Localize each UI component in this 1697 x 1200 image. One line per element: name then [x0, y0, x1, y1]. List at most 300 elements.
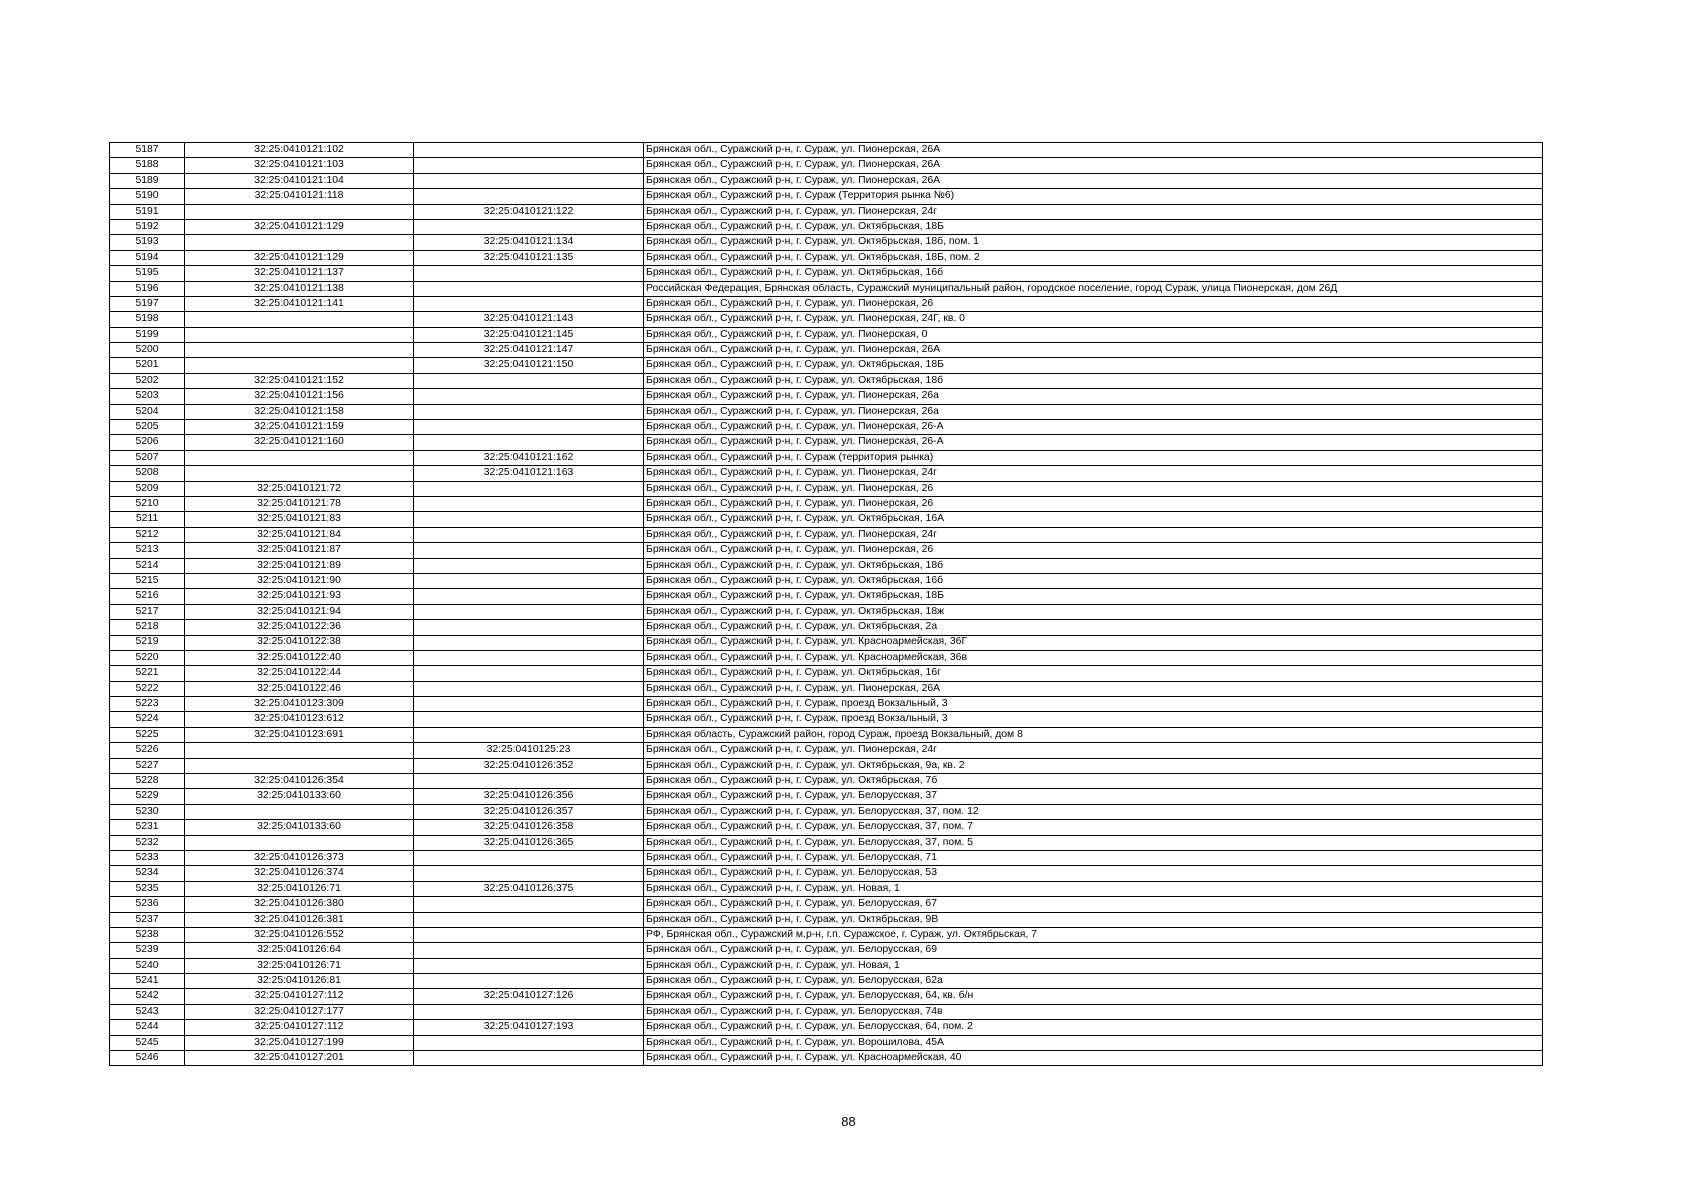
row-number-cell: 5210 — [110, 496, 185, 511]
row-number-cell: 5208 — [110, 466, 185, 481]
table-row — [110, 850, 1543, 865]
row-number-cell: 5204 — [110, 404, 185, 419]
address-cell: Брянская обл., Суражский р-н, г. Сураж, ул. Пионерская, 0 — [644, 327, 1543, 342]
table-row — [110, 496, 1543, 511]
object-cadastral-number-cell — [414, 850, 644, 865]
cadastral-number-cell — [185, 358, 414, 373]
table-row — [110, 989, 1543, 1004]
cadastral-number-cell: 32:25:0410121:72 — [185, 481, 414, 496]
row-number-cell: 5243 — [110, 1004, 185, 1019]
object-cadastral-number-cell — [414, 927, 644, 942]
row-number-cell: 5190 — [110, 189, 185, 204]
table-row — [110, 327, 1543, 342]
row-number-cell: 5235 — [110, 881, 185, 896]
row-number-cell: 5219 — [110, 635, 185, 650]
address-cell: Брянская обл., Суражский р-н, г. Сураж, ул. Октябрьская, 16б — [644, 573, 1543, 588]
object-cadastral-number-cell — [414, 389, 644, 404]
object-cadastral-number-cell — [414, 1035, 644, 1050]
object-cadastral-number-cell: 32:25:0410121:147 — [414, 343, 644, 358]
table-row — [110, 881, 1543, 896]
row-number-cell: 5215 — [110, 573, 185, 588]
row-number-cell: 5230 — [110, 804, 185, 819]
table-row — [110, 974, 1543, 989]
object-cadastral-number-cell — [414, 558, 644, 573]
row-number-cell: 5202 — [110, 373, 185, 388]
table-row — [110, 1004, 1543, 1019]
cadastral-number-cell: 32:25:0410121:141 — [185, 296, 414, 311]
address-cell: Брянская обл., Суражский р-н, г. Сураж, ул. Пионерская, 26 — [644, 296, 1543, 311]
address-cell: РФ, Брянская обл., Суражский м.р-н, г.п. Суражское, г. Сураж, ул. Октябрьская, 7 — [644, 927, 1543, 942]
object-cadastral-number-cell — [414, 573, 644, 588]
object-cadastral-number-cell — [414, 666, 644, 681]
address-cell: Брянская обл., Суражский р-н, г. Сураж, ул. Белорусская, 37, пом. 12 — [644, 804, 1543, 819]
object-cadastral-number-cell — [414, 620, 644, 635]
table-row — [110, 866, 1543, 881]
cadastral-number-cell: 32:25:0410121:138 — [185, 281, 414, 296]
table-row — [110, 173, 1543, 188]
cadastral-number-cell — [185, 327, 414, 342]
cadastral-number-cell: 32:25:0410126:381 — [185, 912, 414, 927]
cadastral-number-cell — [185, 835, 414, 850]
object-cadastral-number-cell — [414, 266, 644, 281]
address-cell: Брянская обл., Суражский р-н, г. Сураж, ул. Октябрьская, 18б — [644, 558, 1543, 573]
row-number-cell: 5193 — [110, 235, 185, 250]
cadastral-number-cell: 32:25:0410126:64 — [185, 943, 414, 958]
cadastral-number-cell: 32:25:0410122:44 — [185, 666, 414, 681]
row-number-cell: 5200 — [110, 343, 185, 358]
row-number-cell: 5211 — [110, 512, 185, 527]
table-row — [110, 589, 1543, 604]
address-cell: Брянская обл., Суражский р-н, г. Сураж, ул. Белорусская, 64, кв. б/н — [644, 989, 1543, 1004]
table-row — [110, 296, 1543, 311]
cadastral-number-cell: 32:25:0410121:78 — [185, 496, 414, 511]
object-cadastral-number-cell — [414, 974, 644, 989]
object-cadastral-number-cell — [414, 943, 644, 958]
address-cell: Брянская обл., Суражский р-н, г. Сураж, ул. Пионерская, 26А — [644, 143, 1543, 158]
row-number-cell: 5228 — [110, 774, 185, 789]
cadastral-number-cell: 32:25:0410121:83 — [185, 512, 414, 527]
row-number-cell: 5239 — [110, 943, 185, 958]
cadastral-number-cell: 32:25:0410126:354 — [185, 774, 414, 789]
row-number-cell: 5238 — [110, 927, 185, 942]
table-row — [110, 219, 1543, 234]
object-cadastral-number-cell — [414, 404, 644, 419]
table-row — [110, 835, 1543, 850]
address-cell: Брянская обл., Суражский р-н, г. Сураж, ул. Пионерская, 26-А — [644, 435, 1543, 450]
object-cadastral-number-cell — [414, 712, 644, 727]
object-cadastral-number-cell — [414, 219, 644, 234]
cadastral-number-cell: 32:25:0410121:137 — [185, 266, 414, 281]
table-row — [110, 235, 1543, 250]
row-number-cell: 5198 — [110, 312, 185, 327]
table-row — [110, 558, 1543, 573]
object-cadastral-number-cell — [414, 604, 644, 619]
row-number-cell: 5203 — [110, 389, 185, 404]
address-cell: Брянская обл., Суражский р-н, г. Сураж, ул. Ворошилова, 45А — [644, 1035, 1543, 1050]
row-number-cell: 5191 — [110, 204, 185, 219]
address-cell: Брянская обл., Суражский р-н, г. Сураж, ул. Пионерская, 26-А — [644, 420, 1543, 435]
table-row — [110, 281, 1543, 296]
row-number-cell: 5233 — [110, 850, 185, 865]
cadastral-number-cell: 32:25:0410127:199 — [185, 1035, 414, 1050]
row-number-cell: 5195 — [110, 266, 185, 281]
table-row — [110, 820, 1543, 835]
cadastral-number-cell — [185, 312, 414, 327]
address-cell: Брянская обл., Суражский р-н, г. Сураж, ул. Октябрьская, 18ж — [644, 604, 1543, 619]
address-cell: Брянская обл., Суражский р-н, г. Сураж, ул. Пионерская, 24г — [644, 204, 1543, 219]
object-cadastral-number-cell — [414, 1051, 644, 1066]
address-cell: Брянская обл., Суражский р-н, г. Сураж, ул. Красноармейская, 40 — [644, 1051, 1543, 1066]
address-cell: Брянская обл., Суражский р-н, г. Сураж, ул. Пионерская, 26А — [644, 343, 1543, 358]
table-row — [110, 204, 1543, 219]
row-number-cell: 5205 — [110, 420, 185, 435]
row-number-cell: 5212 — [110, 527, 185, 542]
object-cadastral-number-cell: 32:25:0410121:150 — [414, 358, 644, 373]
table-row — [110, 466, 1543, 481]
object-cadastral-number-cell: 32:25:0410127:193 — [414, 1020, 644, 1035]
cadastral-number-cell: 32:25:0410121:158 — [185, 404, 414, 419]
address-cell: Брянская обл., Суражский р-н, г. Сураж, ул. Белорусская, 71 — [644, 850, 1543, 865]
address-cell: Брянская обл., Суражский р-н, г. Сураж, ул. Белорусская, 37, пом. 5 — [644, 835, 1543, 850]
object-cadastral-number-cell — [414, 296, 644, 311]
cadastral-number-cell: 32:25:0410121:90 — [185, 573, 414, 588]
cadastral-number-cell: 32:25:0410121:118 — [185, 189, 414, 204]
row-number-cell: 5244 — [110, 1020, 185, 1035]
registry-table — [109, 142, 1543, 1066]
row-number-cell: 5231 — [110, 820, 185, 835]
object-cadastral-number-cell: 32:25:0410126:357 — [414, 804, 644, 819]
object-cadastral-number-cell — [414, 281, 644, 296]
address-cell: Брянская обл., Суражский р-н, г. Сураж, ул. Пионерская, 26 — [644, 481, 1543, 496]
address-cell: Брянская обл., Суражский р-н, г. Сураж, ул. Октябрьская, 18б, пом. 1 — [644, 235, 1543, 250]
row-number-cell: 5209 — [110, 481, 185, 496]
object-cadastral-number-cell — [414, 481, 644, 496]
object-cadastral-number-cell — [414, 727, 644, 742]
table-row — [110, 697, 1543, 712]
row-number-cell: 5240 — [110, 958, 185, 973]
row-number-cell: 5196 — [110, 281, 185, 296]
table-row — [110, 650, 1543, 665]
table-row — [110, 404, 1543, 419]
cadastral-number-cell: 32:25:0410121:102 — [185, 143, 414, 158]
address-cell: Брянская обл., Суражский р-н, г. Сураж, ул. Пионерская, 26 — [644, 543, 1543, 558]
address-cell: Брянская обл., Суражский р-н, г. Сураж, ул. Белорусская, 37, пом. 7 — [644, 820, 1543, 835]
table-row — [110, 943, 1543, 958]
row-number-cell: 5201 — [110, 358, 185, 373]
table-row — [110, 343, 1543, 358]
object-cadastral-number-cell — [414, 373, 644, 388]
cadastral-number-cell: 32:25:0410121:84 — [185, 527, 414, 542]
row-number-cell: 5223 — [110, 697, 185, 712]
cadastral-number-cell: 32:25:0410121:104 — [185, 173, 414, 188]
object-cadastral-number-cell: 32:25:0410121:143 — [414, 312, 644, 327]
table-row — [110, 481, 1543, 496]
cadastral-number-cell: 32:25:0410121:103 — [185, 158, 414, 173]
address-cell: Брянская обл., Суражский р-н, г. Сураж, ул. Новая, 1 — [644, 958, 1543, 973]
address-cell: Брянская обл., Суражский р-н, г. Сураж, ул. Пионерская, 26А — [644, 681, 1543, 696]
object-cadastral-number-cell: 32:25:0410121:134 — [414, 235, 644, 250]
address-cell: Брянская обл., Суражский р-н, г. Сураж, ул. Белорусская, 62а — [644, 974, 1543, 989]
table-row — [110, 527, 1543, 542]
object-cadastral-number-cell — [414, 697, 644, 712]
cadastral-number-cell: 32:25:0410121:156 — [185, 389, 414, 404]
row-number-cell: 5225 — [110, 727, 185, 742]
row-number-cell: 5187 — [110, 143, 185, 158]
table-row — [110, 789, 1543, 804]
object-cadastral-number-cell — [414, 912, 644, 927]
table-row — [110, 635, 1543, 650]
row-number-cell: 5237 — [110, 912, 185, 927]
cadastral-number-cell: 32:25:0410121:89 — [185, 558, 414, 573]
address-cell: Брянская обл., Суражский р-н, г. Сураж, ул. Октябрьская, 18б — [644, 373, 1543, 388]
page-number: 88 — [841, 1114, 856, 1129]
row-number-cell: 5242 — [110, 989, 185, 1004]
cadastral-number-cell: 32:25:0410127:201 — [185, 1051, 414, 1066]
row-number-cell: 5188 — [110, 158, 185, 173]
object-cadastral-number-cell — [414, 512, 644, 527]
cadastral-number-cell: 32:25:0410126:380 — [185, 897, 414, 912]
row-number-cell: 5236 — [110, 897, 185, 912]
address-cell: Брянская обл., Суражский р-н, г. Сураж, ул. Белорусская, 37 — [644, 789, 1543, 804]
cadastral-number-cell — [185, 743, 414, 758]
object-cadastral-number-cell — [414, 496, 644, 511]
table-row — [110, 681, 1543, 696]
table-row — [110, 743, 1543, 758]
cadastral-number-cell: 32:25:0410121:159 — [185, 420, 414, 435]
cadastral-number-cell: 32:25:0410121:160 — [185, 435, 414, 450]
object-cadastral-number-cell — [414, 897, 644, 912]
object-cadastral-number-cell: 32:25:0410126:375 — [414, 881, 644, 896]
address-cell: Брянская обл., Суражский р-н, г. Сураж, проезд Вокзальный, 3 — [644, 712, 1543, 727]
table-row — [110, 927, 1543, 942]
address-cell: Брянская область, Суражский район, город Сураж, проезд Вокзальный, дом 8 — [644, 727, 1543, 742]
object-cadastral-number-cell — [414, 589, 644, 604]
object-cadastral-number-cell — [414, 774, 644, 789]
object-cadastral-number-cell: 32:25:0410125:23 — [414, 743, 644, 758]
table-body — [110, 143, 1543, 1066]
address-cell: Брянская обл., Суражский р-н, г. Сураж, ул. Октябрьская, 7б — [644, 774, 1543, 789]
row-number-cell: 5241 — [110, 974, 185, 989]
table-row — [110, 189, 1543, 204]
row-number-cell: 5214 — [110, 558, 185, 573]
cadastral-number-cell: 32:25:0410123:612 — [185, 712, 414, 727]
table-row — [110, 804, 1543, 819]
table-row — [110, 897, 1543, 912]
address-cell: Брянская обл., Суражский р-н, г. Сураж, ул. Октябрьская, 18Б, пом. 2 — [644, 250, 1543, 265]
cadastral-number-cell: 32:25:0410122:46 — [185, 681, 414, 696]
object-cadastral-number-cell — [414, 543, 644, 558]
object-cadastral-number-cell — [414, 650, 644, 665]
table-row — [110, 573, 1543, 588]
address-cell: Брянская обл., Суражский р-н, г. Сураж, ул. Пионерская, 26а — [644, 404, 1543, 419]
cadastral-number-cell — [185, 204, 414, 219]
table-row — [110, 450, 1543, 465]
object-cadastral-number-cell — [414, 158, 644, 173]
address-cell: Брянская обл., Суражский р-н, г. Сураж, ул. Белорусская, 69 — [644, 943, 1543, 958]
address-cell: Брянская обл., Суражский р-н, г. Сураж, ул. Пионерская, 24г — [644, 527, 1543, 542]
cadastral-number-cell: 32:25:0410126:552 — [185, 927, 414, 942]
address-cell: Брянская обл., Суражский р-н, г. Сураж, проезд Вокзальный, 3 — [644, 697, 1543, 712]
row-number-cell: 5220 — [110, 650, 185, 665]
address-cell: Брянская обл., Суражский р-н, г. Сураж, ул. Пионерская, 24г — [644, 743, 1543, 758]
cadastral-number-cell: 32:25:0410126:71 — [185, 958, 414, 973]
row-number-cell: 5221 — [110, 666, 185, 681]
object-cadastral-number-cell — [414, 635, 644, 650]
object-cadastral-number-cell: 32:25:0410127:126 — [414, 989, 644, 1004]
cadastral-number-cell: 32:25:0410121:93 — [185, 589, 414, 604]
address-cell: Брянская обл., Суражский р-н, г. Сураж, ул. Красноармейская, 36Г — [644, 635, 1543, 650]
address-cell: Брянская обл., Суражский р-н, г. Сураж, ул. Новая, 1 — [644, 881, 1543, 896]
row-number-cell: 5222 — [110, 681, 185, 696]
row-number-cell: 5206 — [110, 435, 185, 450]
address-cell: Брянская обл., Суражский р-н, г. Сураж, ул. Октябрьская, 18Б — [644, 219, 1543, 234]
row-number-cell: 5197 — [110, 296, 185, 311]
cadastral-number-cell: 32:25:0410126:71 — [185, 881, 414, 896]
address-cell: Брянская обл., Суражский р-н, г. Сураж, ул. Белорусская, 67 — [644, 897, 1543, 912]
address-cell: Брянская обл., Суражский р-н, г. Сураж, ул. Октябрьская, 16б — [644, 266, 1543, 281]
table-row — [110, 266, 1543, 281]
address-cell: Российская Федерация, Брянская область, Суражский муниципальный район, городское поселение, город Сураж, улица Пионерская, дом 26Д — [644, 281, 1543, 296]
row-number-cell: 5189 — [110, 173, 185, 188]
address-cell: Брянская обл., Суражский р-н, г. Сураж, ул. Красноармейская, 36в — [644, 650, 1543, 665]
row-number-cell: 5217 — [110, 604, 185, 619]
cadastral-number-cell: 32:25:0410123:691 — [185, 727, 414, 742]
row-number-cell: 5192 — [110, 219, 185, 234]
table-row — [110, 604, 1543, 619]
table-row — [110, 158, 1543, 173]
table-row — [110, 312, 1543, 327]
object-cadastral-number-cell — [414, 958, 644, 973]
row-number-cell: 5216 — [110, 589, 185, 604]
row-number-cell: 5218 — [110, 620, 185, 635]
cadastral-number-cell: 32:25:0410127:177 — [185, 1004, 414, 1019]
row-number-cell: 5207 — [110, 450, 185, 465]
cadastral-number-cell: 32:25:0410121:129 — [185, 219, 414, 234]
cadastral-number-cell: 32:25:0410121:129 — [185, 250, 414, 265]
address-cell: Брянская обл., Суражский р-н, г. Сураж, ул. Пионерская, 26 — [644, 496, 1543, 511]
object-cadastral-number-cell — [414, 173, 644, 188]
table-row — [110, 1035, 1543, 1050]
object-cadastral-number-cell — [414, 681, 644, 696]
object-cadastral-number-cell: 32:25:0410126:352 — [414, 758, 644, 773]
object-cadastral-number-cell — [414, 527, 644, 542]
table-row — [110, 1020, 1543, 1035]
address-cell: Брянская обл., Суражский р-н, г. Сураж, ул. Пионерская, 26А — [644, 158, 1543, 173]
object-cadastral-number-cell: 32:25:0410121:135 — [414, 250, 644, 265]
row-number-cell: 5194 — [110, 250, 185, 265]
row-number-cell: 5232 — [110, 835, 185, 850]
object-cadastral-number-cell: 32:25:0410126:358 — [414, 820, 644, 835]
cadastral-number-cell — [185, 235, 414, 250]
table-row — [110, 358, 1543, 373]
object-cadastral-number-cell: 32:25:0410121:163 — [414, 466, 644, 481]
address-cell: Брянская обл., Суражский р-н, г. Сураж, ул. Пионерская, 24г — [644, 466, 1543, 481]
table-row — [110, 373, 1543, 388]
table-row — [110, 512, 1543, 527]
table-row — [110, 666, 1543, 681]
row-number-cell: 5199 — [110, 327, 185, 342]
object-cadastral-number-cell — [414, 143, 644, 158]
row-number-cell: 5224 — [110, 712, 185, 727]
table-row — [110, 1051, 1543, 1066]
row-number-cell: 5246 — [110, 1051, 185, 1066]
cadastral-number-cell: 32:25:0410121:87 — [185, 543, 414, 558]
address-cell: Брянская обл., Суражский р-н, г. Сураж, ул. Октябрьская, 18Б — [644, 358, 1543, 373]
object-cadastral-number-cell: 32:25:0410121:145 — [414, 327, 644, 342]
cadastral-number-cell: 32:25:0410126:374 — [185, 866, 414, 881]
address-cell: Брянская обл., Суражский р-н, г. Сураж, ул. Октябрьская, 9а, кв. 2 — [644, 758, 1543, 773]
table-row — [110, 435, 1543, 450]
row-number-cell: 5213 — [110, 543, 185, 558]
address-cell: Брянская обл., Суражский р-н, г. Сураж, ул. Пионерская, 26а — [644, 389, 1543, 404]
address-cell: Брянская обл., Суражский р-н, г. Сураж (территория рынка) — [644, 450, 1543, 465]
address-cell: Брянская обл., Суражский р-н, г. Сураж, ул. Белорусская, 74в — [644, 1004, 1543, 1019]
cadastral-number-cell — [185, 804, 414, 819]
table-row — [110, 727, 1543, 742]
address-cell: Брянская обл., Суражский р-н, г. Сураж, ул. Пионерская, 26А — [644, 173, 1543, 188]
address-cell: Брянская обл., Суражский р-н, г. Сураж, ул. Октябрьская, 9В — [644, 912, 1543, 927]
table-row — [110, 912, 1543, 927]
address-cell: Брянская обл., Суражский р-н, г. Сураж, ул. Октябрьская, 16А — [644, 512, 1543, 527]
address-cell: Брянская обл., Суражский р-н, г. Сураж, ул. Октябрьская, 2а — [644, 620, 1543, 635]
table-row — [110, 250, 1543, 265]
object-cadastral-number-cell — [414, 420, 644, 435]
address-cell: Брянская обл., Суражский р-н, г. Сураж, ул. Белорусская, 53 — [644, 866, 1543, 881]
object-cadastral-number-cell — [414, 189, 644, 204]
object-cadastral-number-cell: 32:25:0410126:365 — [414, 835, 644, 850]
cadastral-number-cell: 32:25:0410127:112 — [185, 1020, 414, 1035]
object-cadastral-number-cell: 32:25:0410121:122 — [414, 204, 644, 219]
object-cadastral-number-cell: 32:25:0410121:162 — [414, 450, 644, 465]
table-row — [110, 620, 1543, 635]
address-cell: Брянская обл., Суражский р-н, г. Сураж, ул. Октябрьская, 18Б — [644, 589, 1543, 604]
cadastral-number-cell: 32:25:0410133:60 — [185, 789, 414, 804]
row-number-cell: 5245 — [110, 1035, 185, 1050]
table-row — [110, 712, 1543, 727]
table-row — [110, 774, 1543, 789]
cadastral-number-cell: 32:25:0410126:373 — [185, 850, 414, 865]
table-row — [110, 543, 1543, 558]
cadastral-number-cell: 32:25:0410123:309 — [185, 697, 414, 712]
table-row — [110, 389, 1543, 404]
object-cadastral-number-cell: 32:25:0410126:356 — [414, 789, 644, 804]
cadastral-number-cell — [185, 450, 414, 465]
row-number-cell: 5229 — [110, 789, 185, 804]
address-cell: Брянская обл., Суражский р-н, г. Сураж (Территория рынка №6) — [644, 189, 1543, 204]
table-row — [110, 420, 1543, 435]
cadastral-number-cell: 32:25:0410122:40 — [185, 650, 414, 665]
row-number-cell: 5226 — [110, 743, 185, 758]
cadastral-number-cell — [185, 466, 414, 481]
cadastral-number-cell: 32:25:0410126:81 — [185, 974, 414, 989]
cadastral-number-cell: 32:25:0410122:38 — [185, 635, 414, 650]
address-cell: Брянская обл., Суражский р-н, г. Сураж, ул. Белорусская, 64, пом. 2 — [644, 1020, 1543, 1035]
table-row — [110, 758, 1543, 773]
address-cell: Брянская обл., Суражский р-н, г. Сураж, ул. Октябрьская, 16г — [644, 666, 1543, 681]
cadastral-number-cell: 32:25:0410121:94 — [185, 604, 414, 619]
object-cadastral-number-cell — [414, 1004, 644, 1019]
cadastral-number-cell: 32:25:0410122:36 — [185, 620, 414, 635]
object-cadastral-number-cell — [414, 435, 644, 450]
cadastral-number-cell: 32:25:0410133:60 — [185, 820, 414, 835]
cadastral-number-cell: 32:25:0410127:112 — [185, 989, 414, 1004]
address-cell: Брянская обл., Суражский р-н, г. Сураж, ул. Пионерская, 24Г, кв. 0 — [644, 312, 1543, 327]
row-number-cell: 5227 — [110, 758, 185, 773]
table-row — [110, 143, 1543, 158]
table-row — [110, 958, 1543, 973]
cadastral-number-cell: 32:25:0410121:152 — [185, 373, 414, 388]
row-number-cell: 5234 — [110, 866, 185, 881]
